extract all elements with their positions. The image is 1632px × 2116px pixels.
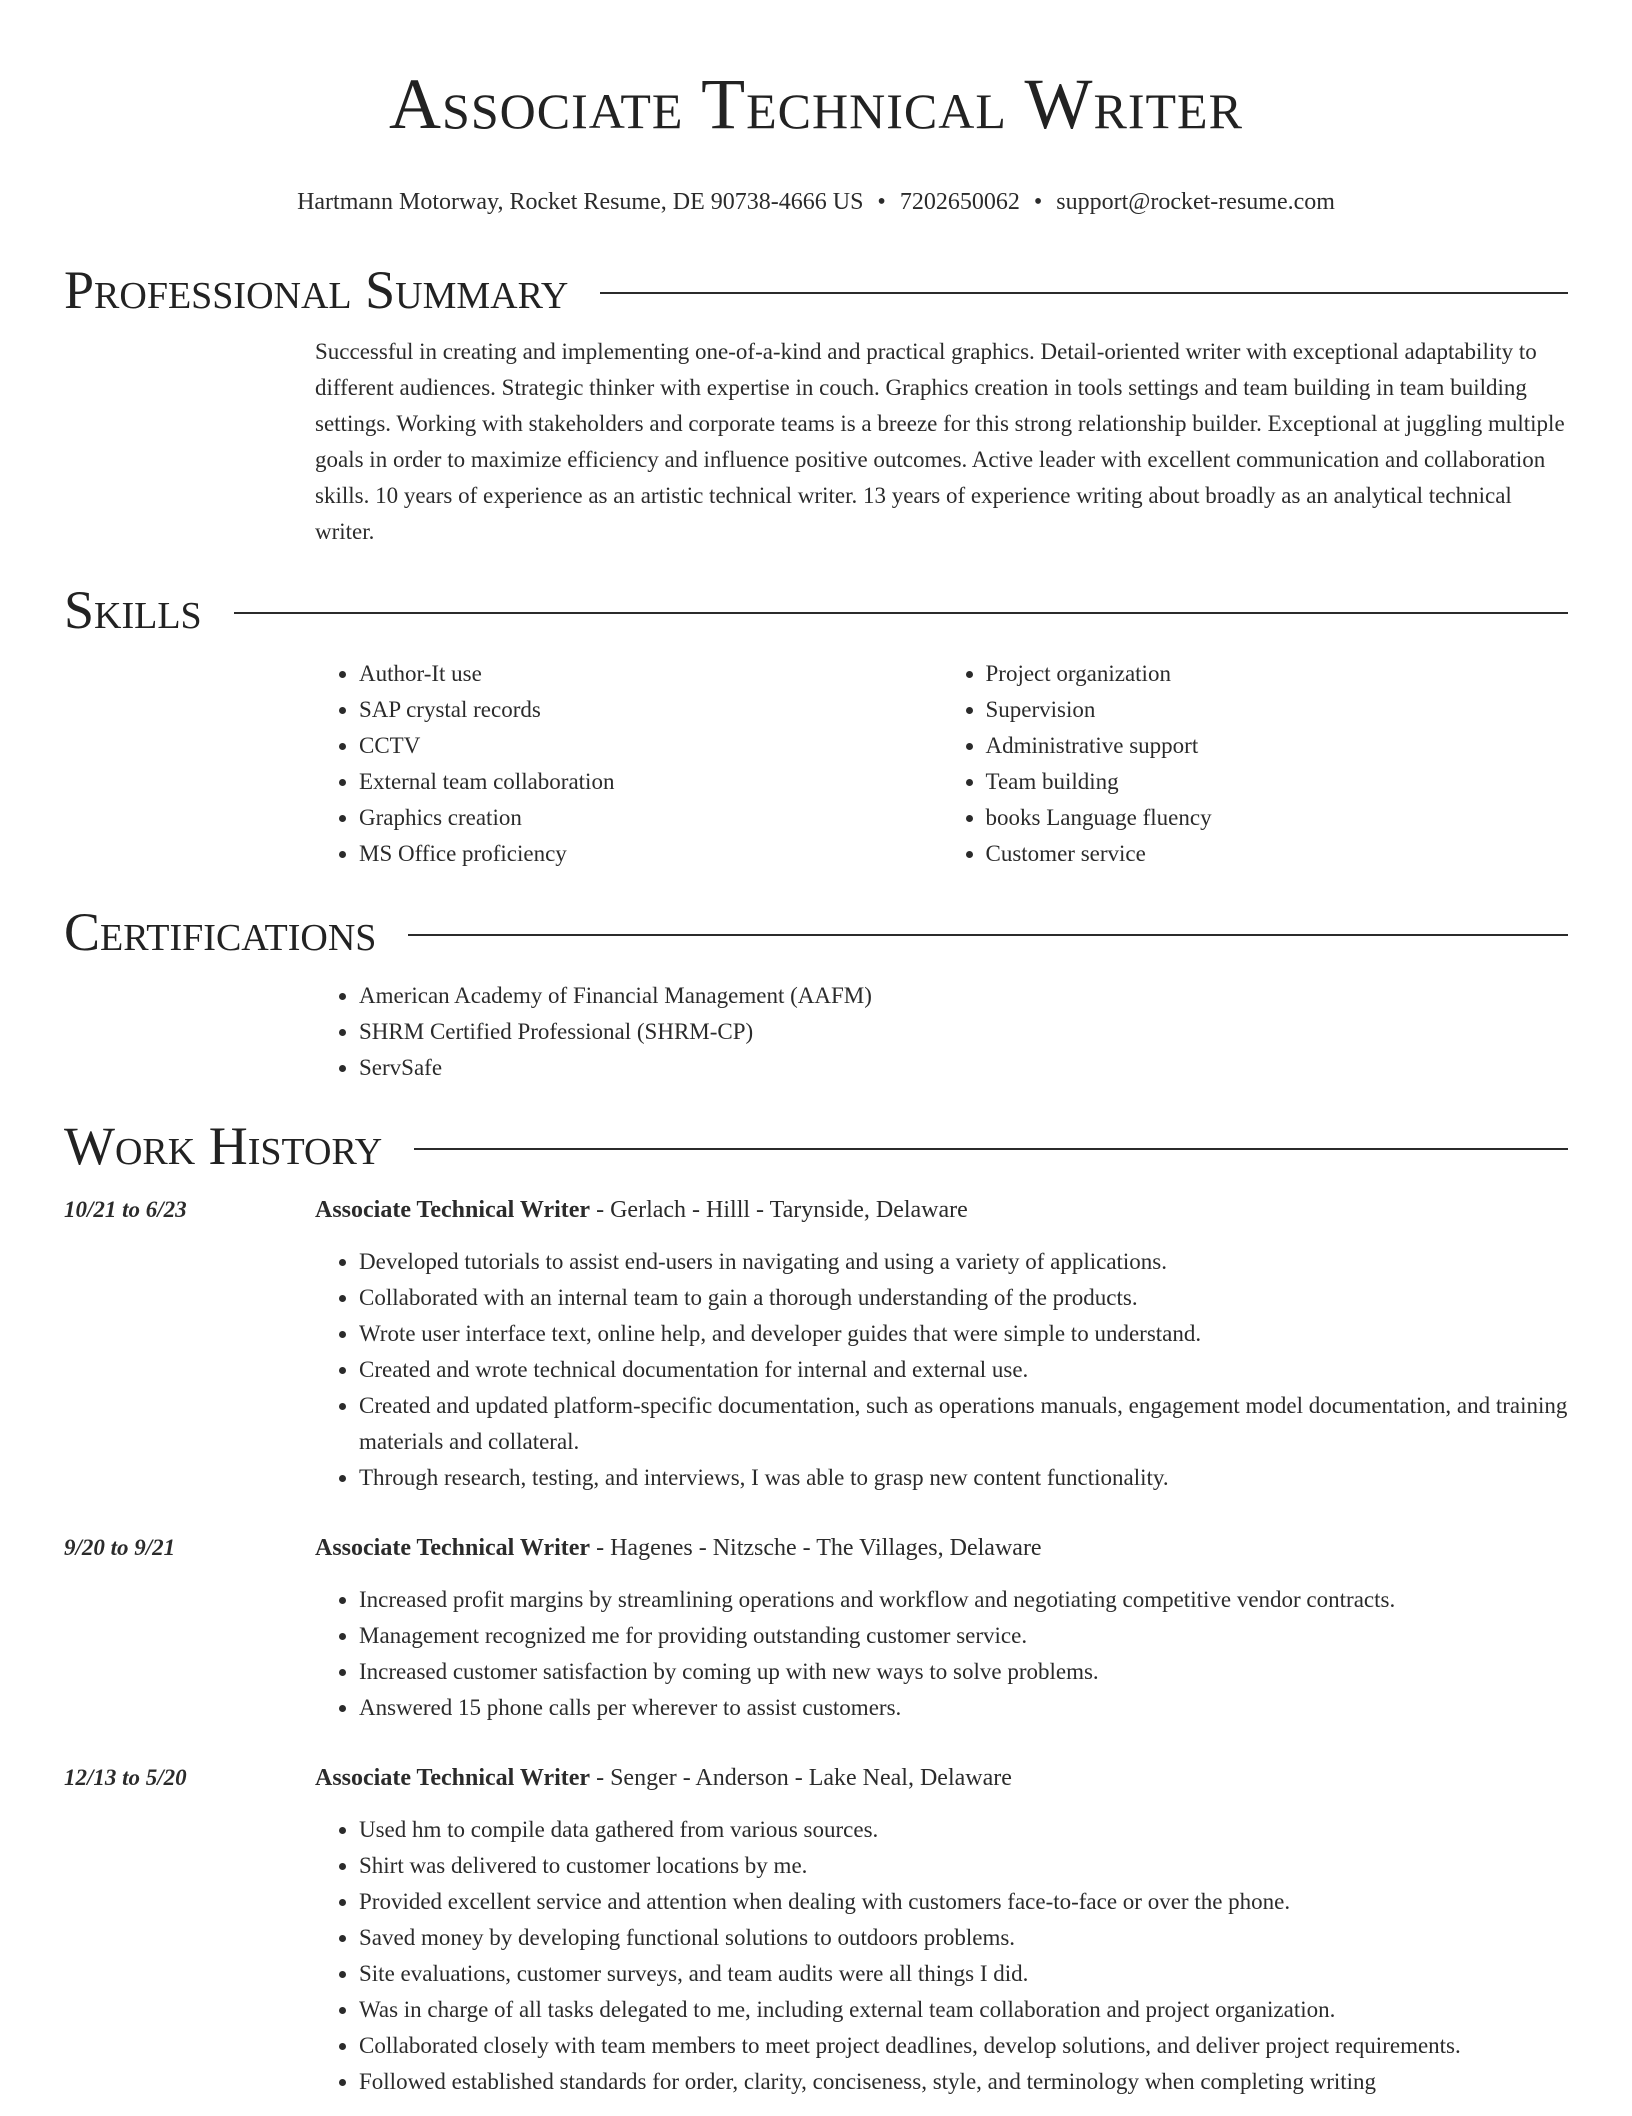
summary-section-header bbox=[64, 258, 1568, 322]
job-company: - Gerlach - Hilll - Tarynside, Delaware bbox=[590, 1197, 968, 1223]
skill-item: • Team building bbox=[986, 764, 1569, 800]
job-bullet: • Through research, testing, and interviews, I was able to grasp new content functionality. bbox=[359, 1460, 1568, 1496]
job-details bbox=[315, 1760, 1568, 2116]
job-entry bbox=[64, 1192, 1568, 1512]
skills-body bbox=[315, 656, 1568, 872]
certifications-heading: Certifications bbox=[64, 902, 377, 962]
skill-item: • Customer service bbox=[986, 836, 1569, 872]
section-divider bbox=[414, 1148, 1568, 1150]
job-bullets bbox=[315, 1812, 1568, 2100]
summary-text: Successful in creating and implementing one-of-a-kind and practical graphics. Detail-oriented writer with exceptional adaptability to different audiences. Strategic thinker with expertise in couch. Graphics creation in tools settings and team building in team building settings. Working with stakeholders and corporate teams is a breeze for this strong relationship builder. Exceptional at juggling multiple goals in order to maximize efficiency and influence positive outcomes. Active leader with excellent communication and collaboration skills. 10 years of experience as an artistic technical writer. 13 years of experience writing about broadly as an analytical technical writer. bbox=[315, 339, 1565, 544]
job-bullet: • Answered 15 phone calls per wherever to assist customers. bbox=[359, 1690, 1568, 1726]
certification-item: • ServSafe bbox=[359, 1050, 1568, 1086]
job-entry bbox=[64, 1760, 1568, 2116]
job-bullet: • Shirt was delivered to customer locations by me. bbox=[359, 1848, 1568, 1884]
skill-item: • Administrative support bbox=[986, 728, 1569, 764]
skills-heading: Skills bbox=[64, 580, 202, 640]
certification-item: • American Academy of Financial Management (AAFM) bbox=[359, 978, 1568, 1014]
contact-phone: 7202650062 bbox=[899, 189, 1020, 215]
skills-left-list bbox=[315, 656, 942, 872]
job-bullets bbox=[315, 1244, 1568, 1496]
job-bullet: • Wrote user interface text, online help, and developer guides that were simple to understand. bbox=[359, 1316, 1568, 1352]
section-divider bbox=[234, 612, 1568, 614]
skill-item: • Author-It use bbox=[359, 656, 942, 692]
work-heading: Work History bbox=[64, 1116, 383, 1176]
job-bullet: • Management recognized me for providing outstanding customer service. bbox=[359, 1618, 1568, 1654]
work-section-header bbox=[64, 1114, 1568, 1178]
certifications-section-header bbox=[64, 900, 1568, 964]
skill-item: • MS Office proficiency bbox=[359, 836, 942, 872]
job-title-line bbox=[315, 1192, 1568, 1228]
skill-item: • Supervision bbox=[986, 692, 1569, 728]
job-details bbox=[315, 1192, 1568, 1512]
job-bullet: • Site evaluations, customer surveys, and team audits were all things I did. bbox=[359, 1956, 1568, 1992]
skill-item: • CCTV bbox=[359, 728, 942, 764]
job-bullet: • Collaborated with an internal team to gain a thorough understanding of the products. bbox=[359, 1280, 1568, 1316]
job-bullets bbox=[315, 1582, 1568, 1726]
skills-section-header bbox=[64, 578, 1568, 642]
job-company: - Hagenes - Nitzsche - The Villages, Delaware bbox=[590, 1535, 1042, 1561]
job-title-line bbox=[315, 1530, 1568, 1566]
job-bullet: • Provided excellent service and attention when dealing with customers face-to-face or over the phone. bbox=[359, 1884, 1568, 1920]
contact-address: Hartmann Motorway, Rocket Resume, DE 90738-4666 US bbox=[297, 189, 864, 215]
certifications-body bbox=[315, 978, 1568, 1086]
job-bullet: • Followed established standards for order, clarity, conciseness, style, and terminology when completing writing bbox=[359, 2064, 1568, 2100]
job-bullet: • Collaborated closely with team members to meet project deadlines, develop solutions, and deliver project requirements. bbox=[359, 2028, 1568, 2064]
job-bullet: • Developed tutorials to assist end-users in navigating and using a variety of applications. bbox=[359, 1244, 1568, 1280]
resume-name: Associate Technical Writer bbox=[389, 64, 1243, 144]
job-date: 12/13 to 5/20 bbox=[64, 1765, 187, 1790]
certification-item: • SHRM Certified Professional (SHRM-CP) bbox=[359, 1014, 1568, 1050]
job-date: 9/20 to 9/21 bbox=[64, 1535, 176, 1560]
skills-right-list bbox=[942, 656, 1569, 872]
work-history-list bbox=[64, 1192, 1568, 2116]
skill-item: • SAP crystal records bbox=[359, 692, 942, 728]
job-bullet: • Saved money by developing functional solutions to outdoors problems. bbox=[359, 1920, 1568, 1956]
contact-line bbox=[64, 186, 1568, 218]
summary-heading: Professional Summary bbox=[64, 260, 569, 320]
section-divider bbox=[600, 292, 1568, 294]
skills-grid bbox=[315, 656, 1568, 872]
contact-email: support@rocket-resume.com bbox=[1056, 189, 1335, 215]
job-bullet: • Created and wrote technical documentation for internal and external use. bbox=[359, 1352, 1568, 1388]
skill-item: • Project organization bbox=[986, 656, 1569, 692]
certifications-list bbox=[315, 978, 1568, 1086]
job-entry bbox=[64, 1530, 1568, 1742]
job-bullet: • Created and updated platform-specific documentation, such as operations manuals, engagement model documentation, and training materials and collateral. bbox=[359, 1388, 1568, 1460]
job-title: Associate Technical Writer bbox=[315, 1197, 591, 1223]
job-bullet: • Was in charge of all tasks delegated to me, including external team collaboration and project organization. bbox=[359, 1992, 1568, 2028]
skill-item: • Graphics creation bbox=[359, 800, 942, 836]
contact-separator: • bbox=[1033, 189, 1043, 215]
job-bullet: • Increased profit margins by streamlining operations and workflow and negotiating competitive vendor contracts. bbox=[359, 1582, 1568, 1618]
job-bullet: • Increased customer satisfaction by coming up with new ways to solve problems. bbox=[359, 1654, 1568, 1690]
job-title-line bbox=[315, 1760, 1568, 1796]
skill-item: • books Language fluency bbox=[986, 800, 1569, 836]
contact-separator: • bbox=[877, 189, 886, 215]
section-divider bbox=[408, 934, 1568, 936]
job-details bbox=[315, 1530, 1568, 1742]
job-title: Associate Technical Writer bbox=[315, 1535, 591, 1561]
skill-item: • External team collaboration bbox=[359, 764, 942, 800]
job-company: - Senger - Anderson - Lake Neal, Delaware bbox=[590, 1765, 1012, 1791]
job-bullet: • Used hm to compile data gathered from various sources. bbox=[359, 1812, 1568, 1848]
job-date: 10/21 to 6/23 bbox=[64, 1197, 187, 1222]
job-title: Associate Technical Writer bbox=[315, 1765, 591, 1791]
